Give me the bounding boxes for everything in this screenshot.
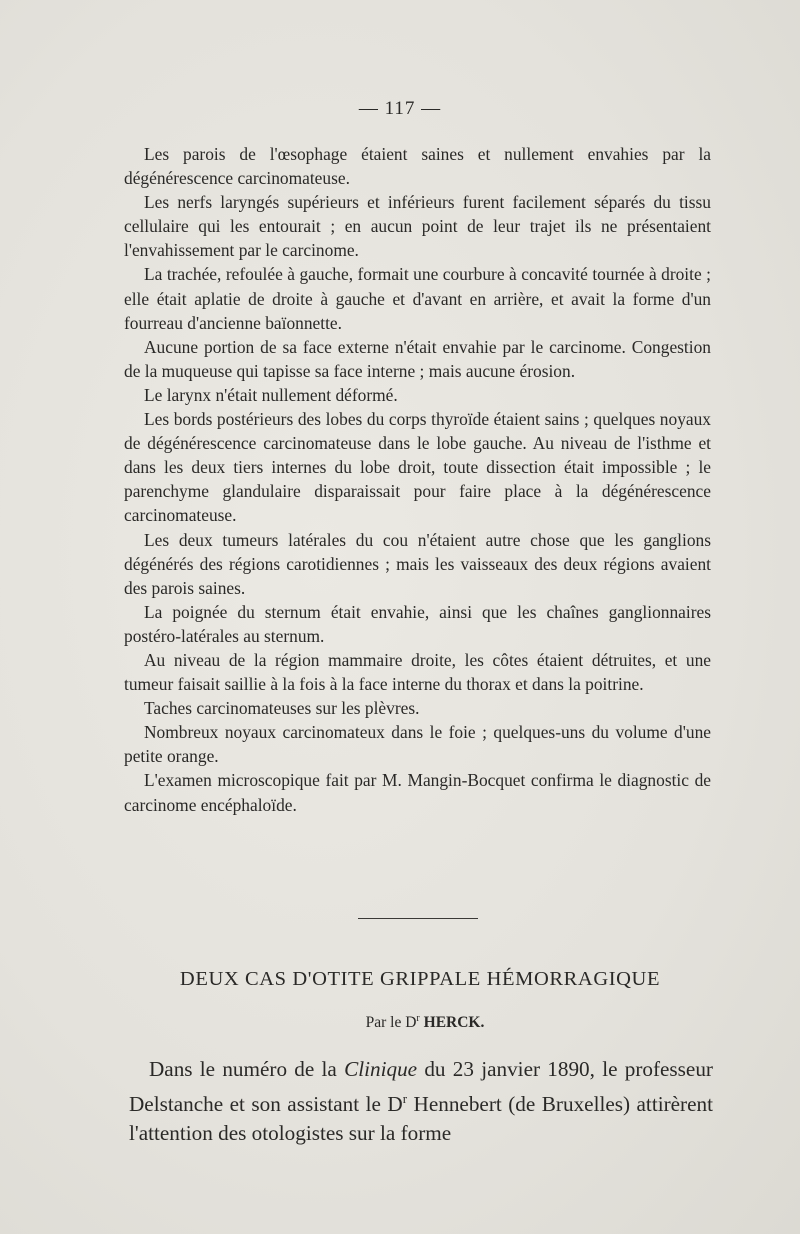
byline-author: HERCK. [423,1014,485,1032]
byline-sup: r [416,1013,420,1024]
intro-part2: du 23 janvier 1890, le professeur Delstanche et son assistant le D [129,1057,713,1117]
paragraph-nerves: Les nerfs laryngés supérieurs et inférieurs furent facilement séparés du tissu cellulaire qui les entourait ; en aucun point de leur trajet ils ne présentaient l'envahissement par le carcinome. [124,192,711,261]
paragraph-sternum: La poignée du sternum était envahie, ainsi que les chaînes ganglionnaires postéro-latérales au sternum. [124,601,711,646]
byline [0,1013,800,1032]
paragraph-mammary: Au niveau de la région mammaire droite, les côtes étaient détruites, et une tumeur faisait saillie à la fois à la face interne du thorax et dans la poitrine. [124,649,711,695]
paragraph-liver: Nombreux noyaux carcinomateux dans le foie ; quelques-uns du volume d'une petite orange. [124,722,711,767]
paragraph-thyroid: Les bords postérieurs des lobes du corps thyroïde étaient sains ; quelques noyaux de dégénérescence carcinomateuse dans le lobe gauche. Au niveau de l'isthme et dans les deux tiers internes du lobe droit, toute dissection était impossible ; le parenchyme glandulaire disparaissait pour faire place à la dégénérescence carcinomateuse. [124,409,711,526]
intro-sup: r [402,1091,408,1106]
intro-paragraph [129,1055,713,1148]
paragraph-pleura: Taches carcinomateuses sur les plèvres. [144,698,420,719]
paragraph-trachea: La trachée, refoulée à gauche, formait une courbure à concavité tournée à droite ; elle était aplatie de droite à gauche et d'avant en arrière, et avait la forme d'un fourreau d'ancienne baïonnette. [124,264,711,333]
intro-journal: Clinique [344,1057,418,1081]
article-title: DEUX CAS D'OTITE GRIPPALE HÉMORRAGIQUE [179,968,661,990]
paragraph-oesophagus: Les parois de l'œsophage étaient saines et nullement envahies par la dégénérescence carcinomateuse. [124,144,711,189]
intro-part3: Hennebert (de Bruxelles) attirèrent l'attention des otologistes sur la forme [129,1092,713,1146]
paragraph-tumors: Les deux tumeurs latérales du cou n'étaient autre chose que les ganglions dégénérés des régions carotidiennes ; mais les vaisseaux des deux régions avaient des parois saines. [124,529,711,598]
page-number: — 117 — [358,98,442,119]
paragraph-microscopic: L'examen microscopique fait par M. Mangin-Bocquet confirma le diagnostic de carcinome encéphaloïde. [124,770,711,815]
intro-part1: Dans le numéro de la [149,1057,345,1081]
body-text [124,142,711,817]
paragraph-larynx: Le larynx n'était nullement déformé. [144,384,398,405]
section-separator [358,918,478,919]
byline-prefix: Par le D [365,1014,417,1032]
intro-text [129,1055,713,1148]
paragraph-external-face: Aucune portion de sa face externe n'était envahie par le carcinome. Congestion de la muqueuse qui tapisse sa face interne ; mais aucune érosion. [124,336,711,381]
